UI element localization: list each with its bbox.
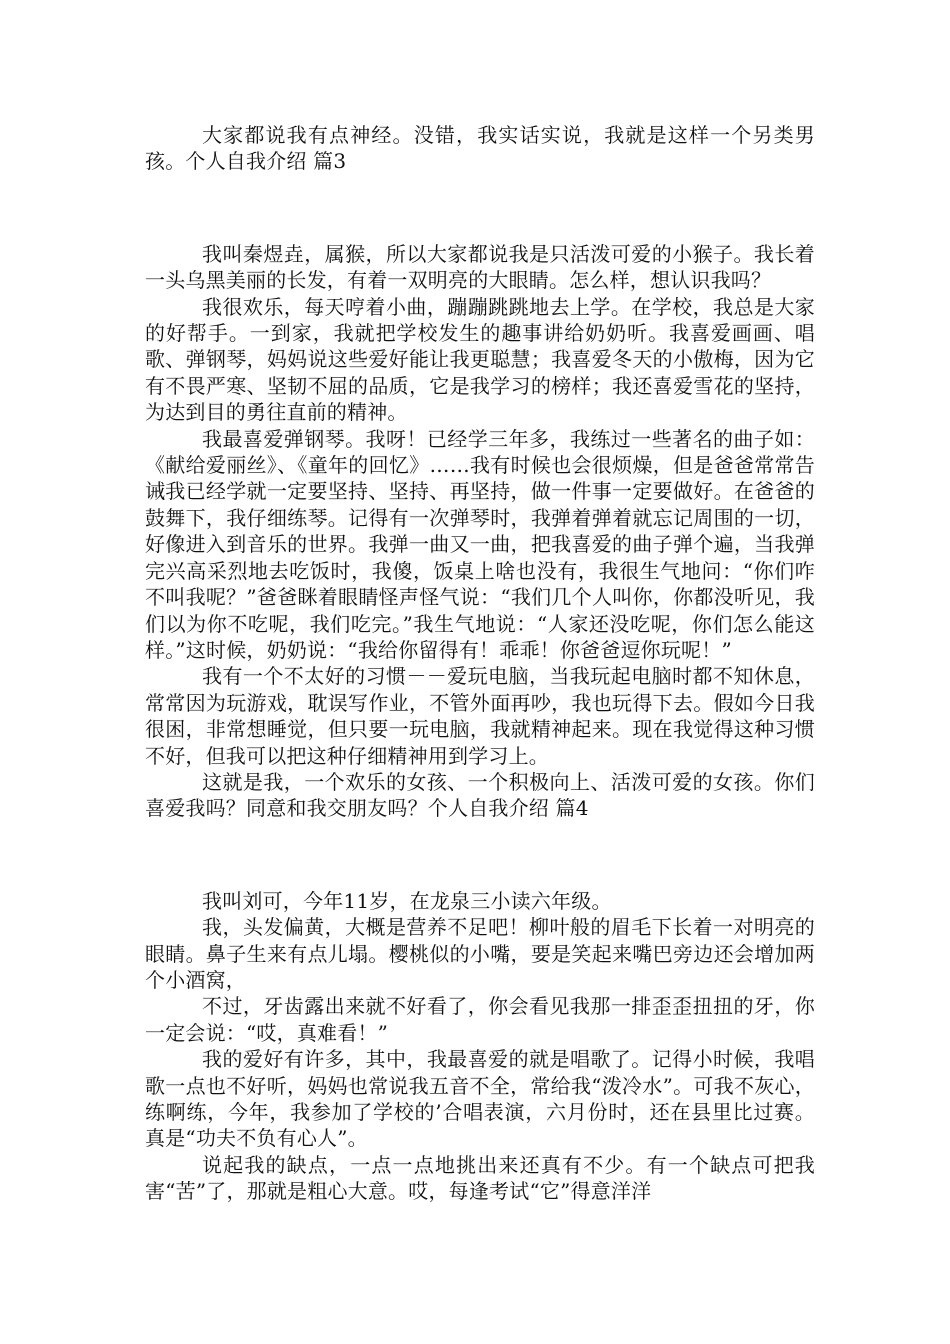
paragraph-1: 大家都说我有点神经。没错，我实话实说，我就是这样一个另类男孩。个人自我介绍 篇3 [145,123,815,174]
paragraph-8: 我，头发偏黄，大概是营养不足吧！柳叶般的眉毛下长着一对明亮的眼睛。鼻子生来有点儿塌。樱桃似的小嘴，要是笑起来嘴巴旁边还会增加两个小酒窝， [145,915,815,992]
paragraph-7: 我叫刘可，今年11岁，在龙泉三小读六年级。 [202,888,612,913]
paragraph-9: 不过，牙齿露出来就不好看了，你会看见我那一排歪歪扭扭的牙，你一定会说：“哎，真难看！” [145,994,815,1045]
section-gap [145,822,815,888]
paragraph-6: 这就是我，一个欢乐的女孩、一个积极向上、活泼可爱的女孩。你们喜爱我吗？同意和我交朋友吗？个人自我介绍 篇4 [145,769,815,821]
paragraph-11: 说起我的缺点，一点一点地挑出来还真有不少。有一个缺点可把我害“苦”了，那就是粗心大意。哎，每逢考试“它”得意洋洋 [145,1152,815,1204]
document-page [145,122,815,1205]
paragraph-4: 我最喜爱弹钢琴。我呀！已经学三年多，我练过一些著名的曲子如：《献给爱丽丝》、《童年的回忆》……我有时候也会很烦燥，但是爸爸常常告诫我已经学就一定要坚持、坚持、再坚持，做一件事一定要做好。在爸爸的鼓舞下，我仔细练琴。记得有一次弹琴时，我弹着弹着就忘记周围的一切，好像进入到音乐的世界。我弹一曲又一曲，把我喜爱的曲子弹个遍，当我弹完兴高采烈地去吃饭时，我傻，饭桌上啥也没有，我很生气地问：“你们咋不叫我呢？”爸爸眯着眼睛怪声怪气说：“我们几个人叫你，你都没听见，我们以为你不吃呢，我们吃完。”我生气地说：“人家还没吃呢，你们怎么能这样。”这时候，奶奶说：“我给你留得有！乖乖！你爸爸逗你玩呢！” [145,426,815,662]
paragraph-5: 我有一个不太好的习惯－－爱玩电脑，当我玩起电脑时都不知休息，常常因为玩游戏，耽误写作业，不管外面再吵，我也玩得下去。假如今日我很困，非常想睡觉，但只要一玩电脑，我就精神起来。现在我觉得这种习惯不好，但我可以把这种仔细精神用到学习上。 [145,664,815,768]
section-gap [145,175,815,241]
paragraph-10: 我的爱好有许多，其中，我最喜爱的就是唱歌了。记得小时候，我唱歌一点也不好听，妈妈也常说我五音不全，常给我“泼冷水”。可我不灰心，练啊练，今年，我参加了学校的’合唱表演，六月份时，还在县里比过赛。真是“功夫不负有心人”。 [145,1047,815,1151]
paragraph-2: 我叫秦煜垚，属猴，所以大家都说我是只活泼可爱的小猴子。我长着一头乌黑美丽的长发，有着一双明亮的大眼睛。怎么样，想认识我吗？ [145,241,815,293]
paragraph-3: 我很欢乐，每天哼着小曲，蹦蹦跳跳地去上学。在学校，我总是大家的好帮手。一到家，我就把学校发生的趣事讲给奶奶听。我喜爱画画、唱歌、弹钢琴，妈妈说这些爱好能让我更聪慧；我喜爱冬天的小傲梅，因为它有不畏严寒、坚韧不屈的品质，它是我学习的榜样；我还喜爱雪花的坚持，为达到目的勇往直前的精神。 [145,294,815,425]
